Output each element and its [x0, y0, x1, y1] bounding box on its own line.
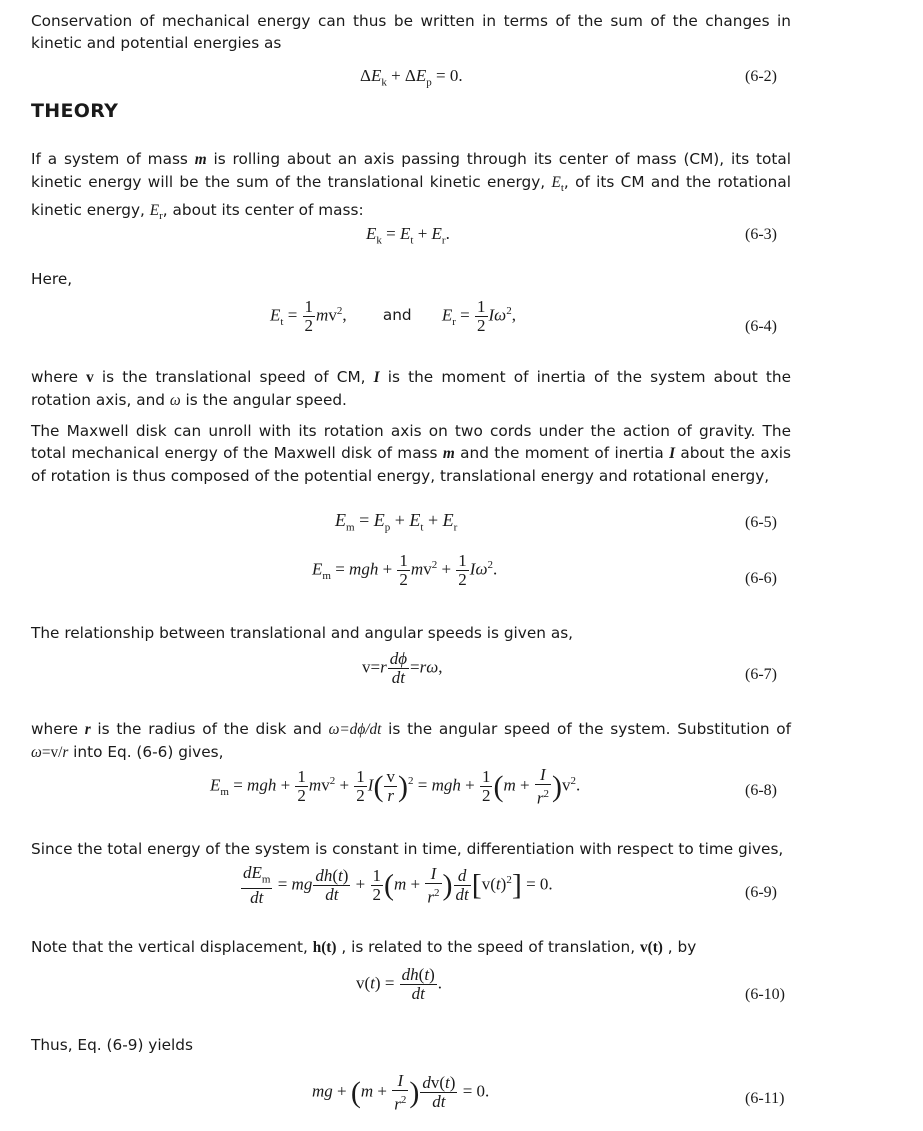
equation-number: (6-9) [745, 884, 777, 901]
equation-number: (6-2) [745, 68, 777, 85]
equation-6-4: $E_t$ = $\frac{1}{2}$ $mv^2$, and $E_r$ = $\frac{1}{2}$ $I\omega^2$, [270, 297, 516, 335]
equation-6-10: v(t) = $\frac{dh(t)}{dt}$ . [356, 965, 442, 1003]
equation-number: (6-11) [745, 1090, 785, 1107]
equation-number: (6-10) [745, 986, 785, 1003]
theory-paragraph-5: where r is the radius of the disk and ω=dϕ/dt is the angular speed of the system. Substitution of ω=v/r into Eq. (6-6) gives, [31, 720, 791, 761]
equation-6-9: $dE_m$ dt = mg $\frac{dh(t)}{dt}$ + $\frac{1}{2}$ (m + $\frac{I}{r^2}$ ) $\frac{d}{dt}$ $[v(t)^2] = 0$. [243, 863, 553, 908]
equation-6-11: mg + (m + $\frac{I}{r^2}$ ) $\frac{dv(t)}{dt}$ = 0. [312, 1071, 490, 1114]
equation-6-5: $E_m = E_p + E_t + E_r$ [335, 510, 458, 534]
equation-number: (6-6) [745, 570, 777, 587]
equation-number: (6-5) [745, 514, 777, 531]
theory-paragraph-8: Thus, Eq. (6-9) yields [31, 1036, 193, 1054]
theory-paragraph-6: Since the total energy of the system is constant in time, differentiation with respect to time gives, [31, 840, 784, 858]
equation-6-7: v=r $\frac{d\phi}{dt}$ =rω, [362, 649, 443, 687]
theory-paragraph-4: The relationship between translational and angular speeds is given as, [31, 624, 574, 642]
equation-number: (6-7) [745, 666, 777, 683]
theory-paragraph-1: If a system of mass m is rolling about an axis passing through its center of mass (CM), its total kinetic energy will be the sum of the translational kinetic energy, $E_t$, of its CM and the rotational kinetic energy, $E_r$, about its center of mass: [31, 150, 792, 223]
equation-number: (6-4) [745, 318, 777, 335]
equation-number: (6-8) [745, 782, 777, 799]
equation-6-6: $E_m$ = mgh + $\frac{1}{2}$ $mv^2$ + $\frac{1}{2}$ $I\omega^2$. [312, 551, 498, 589]
here-label: Here, [31, 270, 73, 288]
equation-6-2: $\Delta E_k + \Delta E_p = 0$. [360, 66, 463, 89]
theory-paragraph-7: Note that the vertical displacement, h(t) , is related to the speed of translation, v(t) , by [31, 938, 697, 956]
section-heading-theory: THEORY [31, 100, 119, 122]
theory-paragraph-3: The Maxwell disk can unroll with its rotation axis on two cords under the action of gravity. The total mechanical energy of the Maxwell disk of mass m and the moment of inertia I about the axis of rotation is thus composed of the potential energy, translational energy and rotational energy, [31, 422, 791, 485]
equation-6-3: $E_k = E_t + E_r$. [366, 224, 450, 247]
intro-paragraph: Conservation of mechanical energy can thus be written in terms of the sum of the changes in kinetic and potential energies as [31, 12, 791, 52]
equation-6-8: $E_m$ = mgh + $\frac{1}{2}$ $mv^2$ + $\frac{1}{2}$ I( $\frac{v}{r}$ )$^2$ = mgh + $\frac{1}{2}$ (m + $\frac{I}{r^2}$ )$v^2$. [210, 765, 581, 808]
equation-number: (6-3) [745, 226, 777, 243]
theory-paragraph-2: where v is the translational speed of CM, I is the moment of inertia of the system about the rotation axis, and ω is the angular speed. [31, 368, 791, 409]
